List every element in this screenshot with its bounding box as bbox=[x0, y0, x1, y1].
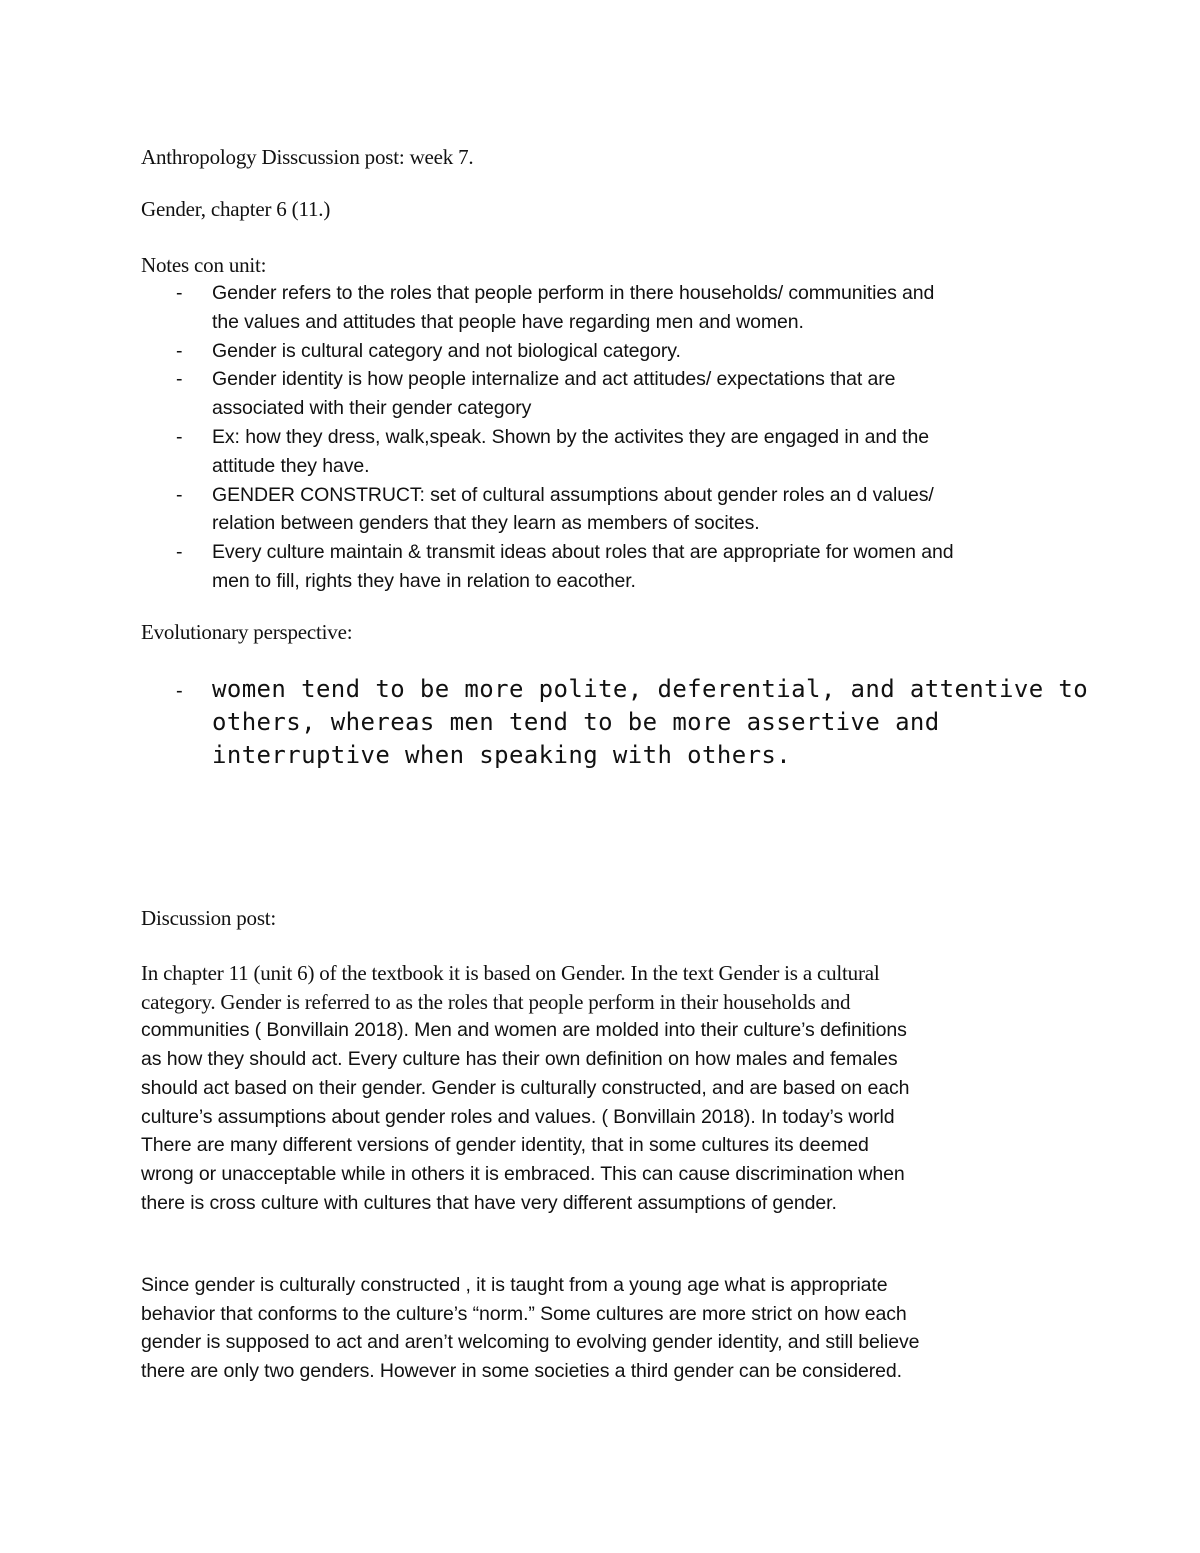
paragraph-line: gender is supposed to act and aren’t welcoming to evolving gender identity, and still believe bbox=[141, 1331, 920, 1354]
bullet-dash: - bbox=[176, 483, 183, 506]
paragraph-line: wrong or unacceptable while in others it is embraced. This can cause discrimination when bbox=[141, 1162, 905, 1185]
paragraph-line: culture’s assumptions about gender roles and values. ( Bonvillain 2018). In today’s world bbox=[141, 1105, 895, 1128]
bullet-dash: - bbox=[176, 368, 183, 391]
bullet-line: Gender identity is how people internalize and act attitudes/ expectations that are bbox=[212, 368, 896, 391]
notes-heading: Notes con unit: bbox=[141, 253, 267, 277]
evolutionary-bullet-list bbox=[141, 673, 1088, 772]
bullet-line: Gender refers to the roles that people perform in there households/ communities and bbox=[212, 282, 935, 304]
bullet-line: women tend to be more polite, deferential, and attentive to bbox=[212, 675, 1089, 703]
paragraph-line: category. Gender is referred to as the roles that people perform in their households and bbox=[141, 989, 851, 1014]
paragraph-line: Since gender is culturally constructed , it is taught from a young age what is appropriate bbox=[141, 1274, 888, 1296]
bullet-line: others, whereas men tend to be more assertive and bbox=[212, 708, 940, 736]
bullet-line: Gender is cultural category and not biological category. bbox=[212, 339, 681, 362]
paragraph-line: should act based on their gender. Gender is culturally constructed, and are based on each bbox=[141, 1076, 910, 1099]
bullet-dash: - bbox=[176, 339, 183, 362]
notes-bullet-item bbox=[141, 423, 1071, 481]
evolutionary-bullet-item bbox=[141, 673, 1088, 772]
paragraph-line: as how they should act. Every culture has their own definition on how males and females bbox=[141, 1048, 898, 1071]
bullet-dash: - bbox=[176, 541, 183, 564]
document-title: Anthropology Disscussion post: week 7. bbox=[141, 145, 474, 169]
bullet-line: the values and attitudes that people have regarding men and women. bbox=[212, 310, 804, 333]
paragraph-line: There are many different versions of gender identity, that in some cultures its deemed bbox=[141, 1134, 869, 1157]
paragraph-line: there is cross culture with cultures that have very different assumptions of gender. bbox=[141, 1191, 837, 1214]
bullet-line: associated with their gender category bbox=[212, 397, 532, 420]
paragraph-line: behavior that conforms to the culture’s “norm.” Some cultures are more strict on how each bbox=[141, 1302, 907, 1325]
discussion-heading: Discussion post: bbox=[141, 906, 277, 930]
bullet-line: attitude they have. bbox=[212, 454, 370, 477]
bullet-line: Ex: how they dress, walk,speak. Shown by the activites they are engaged in and the bbox=[212, 425, 929, 448]
bullet-line: interruptive when speaking with others. bbox=[212, 741, 792, 769]
paragraph-line: communities ( Bonvillain 2018). Men and women are molded into their culture’s definitions bbox=[141, 1019, 907, 1042]
paragraph-line: In chapter 11 (unit 6) of the textbook it is based on Gender. In the text Gender is a cultural bbox=[141, 961, 880, 985]
notes-bullet-item bbox=[141, 538, 1071, 596]
document-subtitle: Gender, chapter 6 (11.) bbox=[141, 197, 331, 221]
evolutionary-heading: Evolutionary perspective: bbox=[141, 620, 353, 644]
bullet-line: Every culture maintain & transmit ideas about roles that are appropriate for women and bbox=[212, 541, 954, 564]
notes-bullet-item bbox=[141, 365, 1071, 423]
bullet-line: GENDER CONSTRUCT: set of cultural assumptions about gender roles an d values/ bbox=[212, 483, 934, 506]
bullet-line: men to fill, rights they have in relation to eacother. bbox=[212, 569, 636, 592]
bullet-dash: - bbox=[176, 425, 183, 448]
discussion-paragraph-2 bbox=[141, 1271, 919, 1386]
paragraph-line: there are only two genders. However in some societies a third gender can be considered. bbox=[141, 1360, 902, 1383]
discussion-paragraph-1 bbox=[141, 959, 909, 1217]
notes-bullet-item bbox=[141, 279, 1071, 337]
notes-bullet-item bbox=[141, 481, 1071, 539]
notes-bullet-item bbox=[141, 337, 1071, 366]
bullet-line: relation between genders that they learn as members of socites. bbox=[212, 512, 760, 535]
bullet-dash: - bbox=[176, 282, 183, 304]
notes-bullet-list bbox=[141, 279, 1071, 596]
bullet-dash: - bbox=[176, 680, 184, 702]
